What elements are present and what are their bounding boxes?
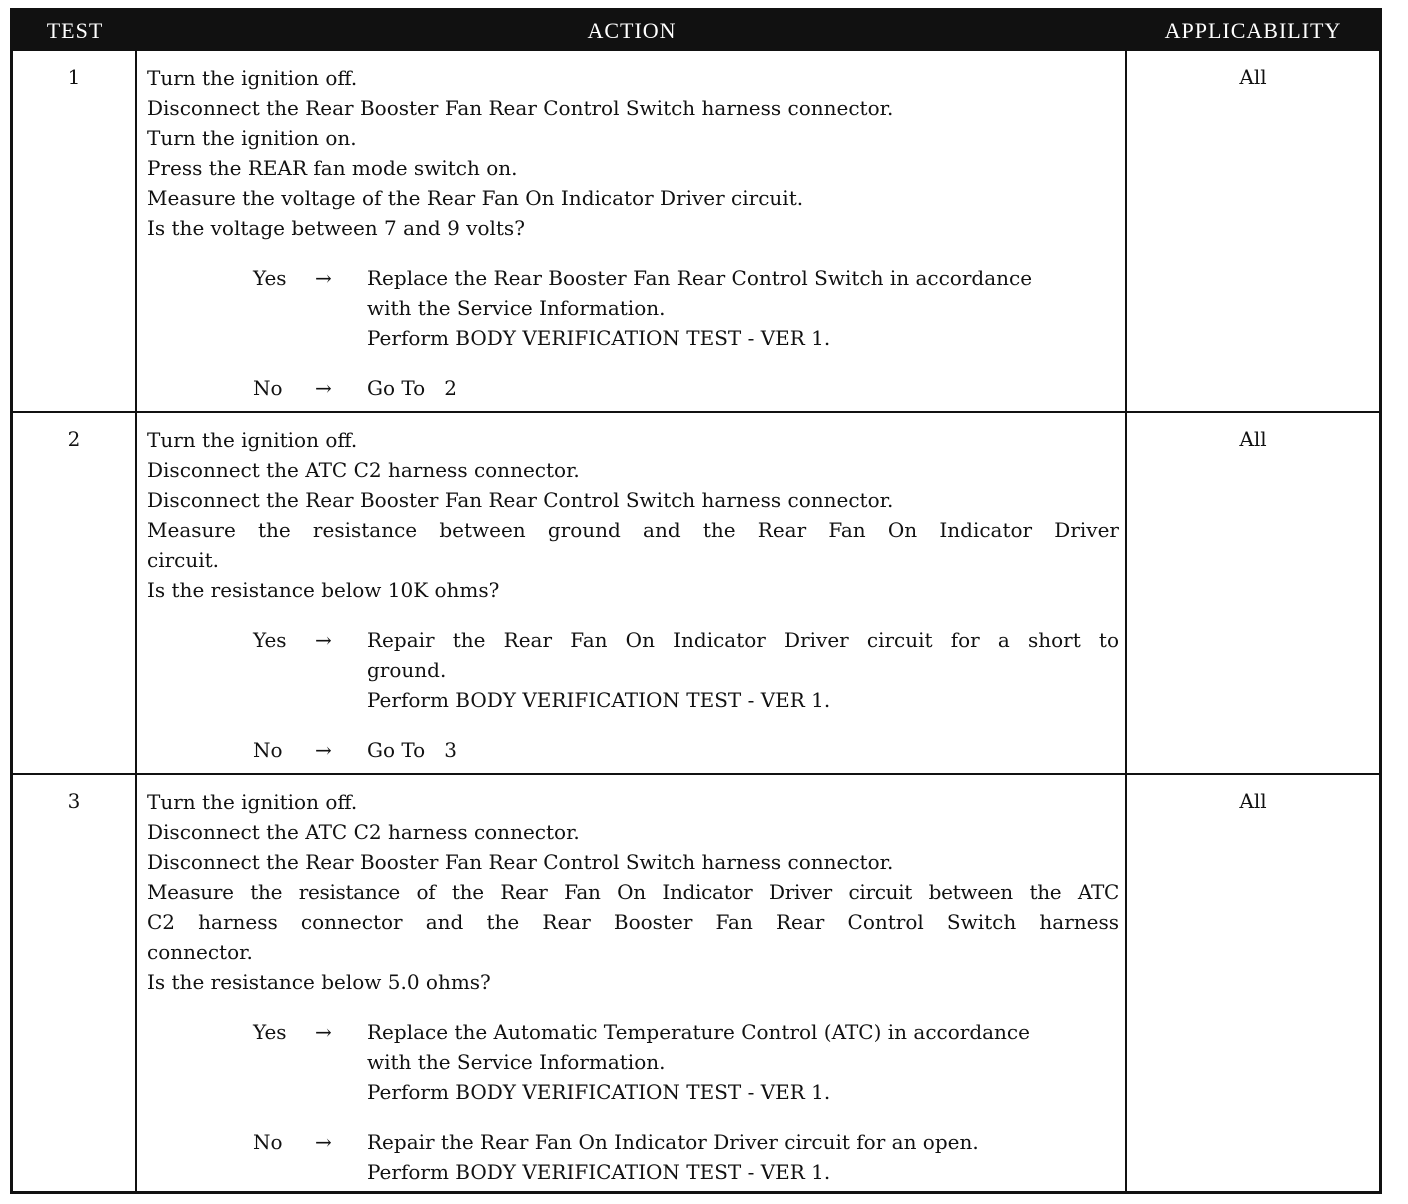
no-label: No xyxy=(253,376,283,400)
arrow-icon: → xyxy=(315,738,332,762)
arrow-icon: → xyxy=(315,1130,332,1154)
arrow-icon: → xyxy=(315,376,332,400)
diagnostic-test-table xyxy=(10,8,1382,1194)
result-text: Go To 2 xyxy=(367,376,457,400)
table-row xyxy=(13,773,1379,1191)
result-text: with the Service Information. xyxy=(367,296,666,320)
action-cell xyxy=(137,775,1127,1191)
yes-result xyxy=(147,625,1119,715)
step-text: Disconnect the ATC C2 harness connector. xyxy=(147,820,580,844)
step-text: Disconnect the Rear Booster Fan Rear Control Switch harness connector. xyxy=(147,850,894,874)
header-test: TEST xyxy=(46,18,104,43)
step-text: Measure the voltage of the Rear Fan On Indicator Driver circuit. xyxy=(147,186,804,210)
header-action: ACTION xyxy=(587,18,677,43)
yes-label: Yes xyxy=(253,628,287,652)
result-text: with the Service Information. xyxy=(367,1050,666,1074)
result-text: Perform BODY VERIFICATION TEST - VER 1. xyxy=(367,1080,831,1104)
question-text: Is the resistance below 10K ohms? xyxy=(147,578,500,602)
no-result xyxy=(147,1127,1119,1187)
yes-label: Yes xyxy=(253,266,287,290)
step-text: Turn the ignition on. xyxy=(147,126,357,150)
result-text: Perform BODY VERIFICATION TEST - VER 1. xyxy=(367,326,831,350)
step-text: Measure the resistance between ground and the Rear Fan On Indicator Driver xyxy=(147,518,1119,542)
yes-result xyxy=(147,263,1119,353)
step-text: C2 harness connector and the Rear Booster Fan Rear Control Switch harness xyxy=(147,910,1119,934)
yes-result xyxy=(147,1017,1119,1107)
applicability-value: All xyxy=(1239,65,1267,89)
result-text: Replace the Rear Booster Fan Rear Control Switch in accordance xyxy=(367,266,1033,290)
yes-label: Yes xyxy=(253,1020,287,1044)
result-text: Repair the Rear Fan On Indicator Driver circuit for a short to xyxy=(367,628,1119,652)
header-applicability: APPLICABILITY xyxy=(1164,18,1342,43)
question-text: Is the resistance below 5.0 ohms? xyxy=(147,970,491,994)
action-cell xyxy=(137,51,1127,411)
applicability-value: All xyxy=(1239,427,1267,451)
result-text: Repair the Rear Fan On Indicator Driver circuit for an open. xyxy=(367,1130,979,1154)
test-number: 1 xyxy=(13,51,137,411)
test-number: 3 xyxy=(13,775,137,1191)
no-result xyxy=(147,735,1119,765)
no-label: No xyxy=(253,1130,283,1154)
arrow-icon: → xyxy=(315,266,332,290)
result-text: Go To 3 xyxy=(367,738,457,762)
step-text: Turn the ignition off. xyxy=(147,790,358,814)
step-text: Press the REAR fan mode switch on. xyxy=(147,156,518,180)
no-result xyxy=(147,373,1119,403)
step-text: Disconnect the ATC C2 harness connector. xyxy=(147,458,580,482)
step-text: Measure the resistance of the Rear Fan On Indicator Driver circuit between the ATC xyxy=(147,880,1119,904)
step-text: connector. xyxy=(147,940,253,964)
step-text: circuit. xyxy=(147,548,220,572)
question-text: Is the voltage between 7 and 9 volts? xyxy=(147,216,525,240)
action-cell xyxy=(137,413,1127,773)
table-row xyxy=(13,51,1379,411)
result-text: Replace the Automatic Temperature Control (ATC) in accordance xyxy=(367,1020,1030,1044)
step-text: Turn the ignition off. xyxy=(147,66,358,90)
step-text: Disconnect the Rear Booster Fan Rear Control Switch harness connector. xyxy=(147,488,894,512)
result-text: Perform BODY VERIFICATION TEST - VER 1. xyxy=(367,1160,831,1184)
test-number: 2 xyxy=(13,413,137,773)
table-row xyxy=(13,411,1379,773)
table-header xyxy=(13,11,1379,51)
step-text: Turn the ignition off. xyxy=(147,428,358,452)
result-text: Perform BODY VERIFICATION TEST - VER 1. xyxy=(367,688,831,712)
no-label: No xyxy=(253,738,283,762)
arrow-icon: → xyxy=(315,1020,332,1044)
result-text: ground. xyxy=(367,658,447,682)
applicability-value: All xyxy=(1239,789,1267,813)
step-text: Disconnect the Rear Booster Fan Rear Control Switch harness connector. xyxy=(147,96,894,120)
arrow-icon: → xyxy=(315,628,332,652)
